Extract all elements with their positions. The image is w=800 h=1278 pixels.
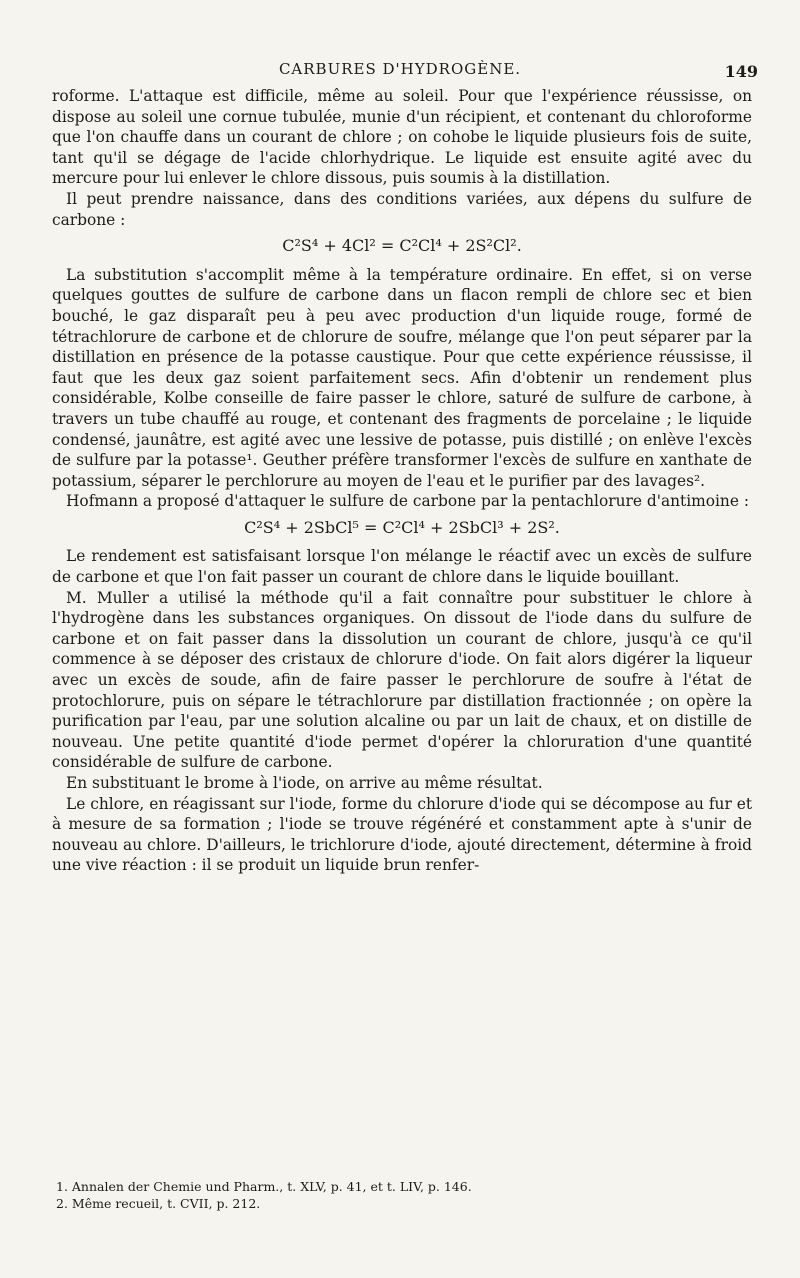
paragraph: M. Muller a utilisé la méthode qu'il a fait connaître pour substituer le chlore à l'hydrogène dans les substances organiques. On dissout de l'iode dans du sulfure de carbone et on fait passer dans la dissolution un courant de chlore, jusqu'à ce qu'il commence à se déposer des cristaux de chlorure d'iode. On fait alors digérer la liqueur avec un excès de soude, afin de faire passer le perchlorure de soufre à l'état de protochlorure, puis on sépare le tétrachlorure par distillation fractionnée ; on opère la purification par l'eau, par une solution alcaline ou par un lait de chaux, et on distille de nouveau. Une petite quantité d'iode permet d'opérer la chloruration d'une quantité considérable de sulfure de carbone. bbox=[52, 588, 752, 772]
paragraph: Le chlore, en réagissant sur l'iode, forme du chlorure d'iode qui se décompose au fur et à mesure de sa formation ; l'iode se trouve régénéré et constamment apte à s'unir de nouveau au chlore. D'ailleurs, le trichlorure d'iode, ajouté directement, détermine à froid une vive réaction : il se produit un liquide brun renfer- bbox=[52, 794, 752, 875]
page-number: 149 bbox=[724, 62, 758, 81]
running-title: CARBURES D'HYDROGÈNE. bbox=[278, 60, 522, 78]
page-header bbox=[0, 58, 800, 82]
footnote: 2. Même recueil, t. CVII, p. 212. bbox=[56, 1196, 261, 1211]
body-text bbox=[52, 86, 752, 876]
paragraph: Le rendement est satisfaisant lorsque l'on mélange le réactif avec un excès de sulfure de carbone et que l'on fait passer un courant de chlore dans le liquide bouillant. bbox=[52, 547, 752, 587]
paragraph: La substitution s'accomplit même à la température ordinaire. En effet, si on verse quelques gouttes de sulfure de carbone dans un flacon rempli de chlore sec et bien bouché, le gaz disparaît peu à peu avec production d'un liquide rouge, formé de tétrachlorure de carbone et de chlorure de soufre, mélange que l'on peut séparer par la distillation en présence de la potasse caustique. Pour que cette expérience réussisse, il faut que les deux gaz soient parfaitement secs. Afin d'obtenir un rendement plus considérable, Kolbe conseille de faire passer le chlore, saturé de sulfure de carbone, à travers un tube chauffé au rouge, et contenant des fragments de porcelaine ; le liquide condensé, jaunâtre, est agité avec une lessive de potasse, puis distillé ; on enlève l'excès de sulfure par la potasse¹. Geuther préfère transformer l'excès de sulfure en xanthate de potassium, séparer le perchlorure au moyen de l'eau et le purifier par des lavages². bbox=[52, 265, 752, 490]
footnote: 1. Annalen der Chemie und Pharm., t. XLV, p. 41, et t. LIV, p. 146. bbox=[56, 1179, 472, 1194]
paragraph: Hofmann a proposé d'attaquer le sulfure de carbone par la pentachlorure d'antimoine : bbox=[66, 492, 750, 511]
paragraph: En substituant le brome à l'iode, on arrive au même résultat. bbox=[66, 774, 543, 792]
footnotes bbox=[52, 1178, 752, 1212]
paragraph: roforme. L'attaque est difficile, même au soleil. Pour que l'expérience réussisse, on dispose au soleil une cornue tubulée, munie d'un récipient, et contenant du chloroforme que l'on chauffe dans un courant de chlore ; on cohobe le liquide plusieurs fois de suite, tant qu'il se dégage de l'acide chlorhydrique. Le liquide est ensuite agité avec du mercure pour lui enlever le chlore dissous, puis soumis à la distillation. bbox=[52, 87, 752, 188]
paragraph: Il peut prendre naissance, dans des conditions variées, aux dépens du sulfure de carbone : bbox=[52, 189, 752, 229]
chemical-formula: C²S⁴ + 2SbCl⁵ = C²Cl⁴ + 2SbCl³ + 2S². bbox=[244, 517, 560, 537]
chemical-formula: C²S⁴ + 4Cl² = C²Cl⁴ + 2S²Cl². bbox=[282, 236, 522, 256]
